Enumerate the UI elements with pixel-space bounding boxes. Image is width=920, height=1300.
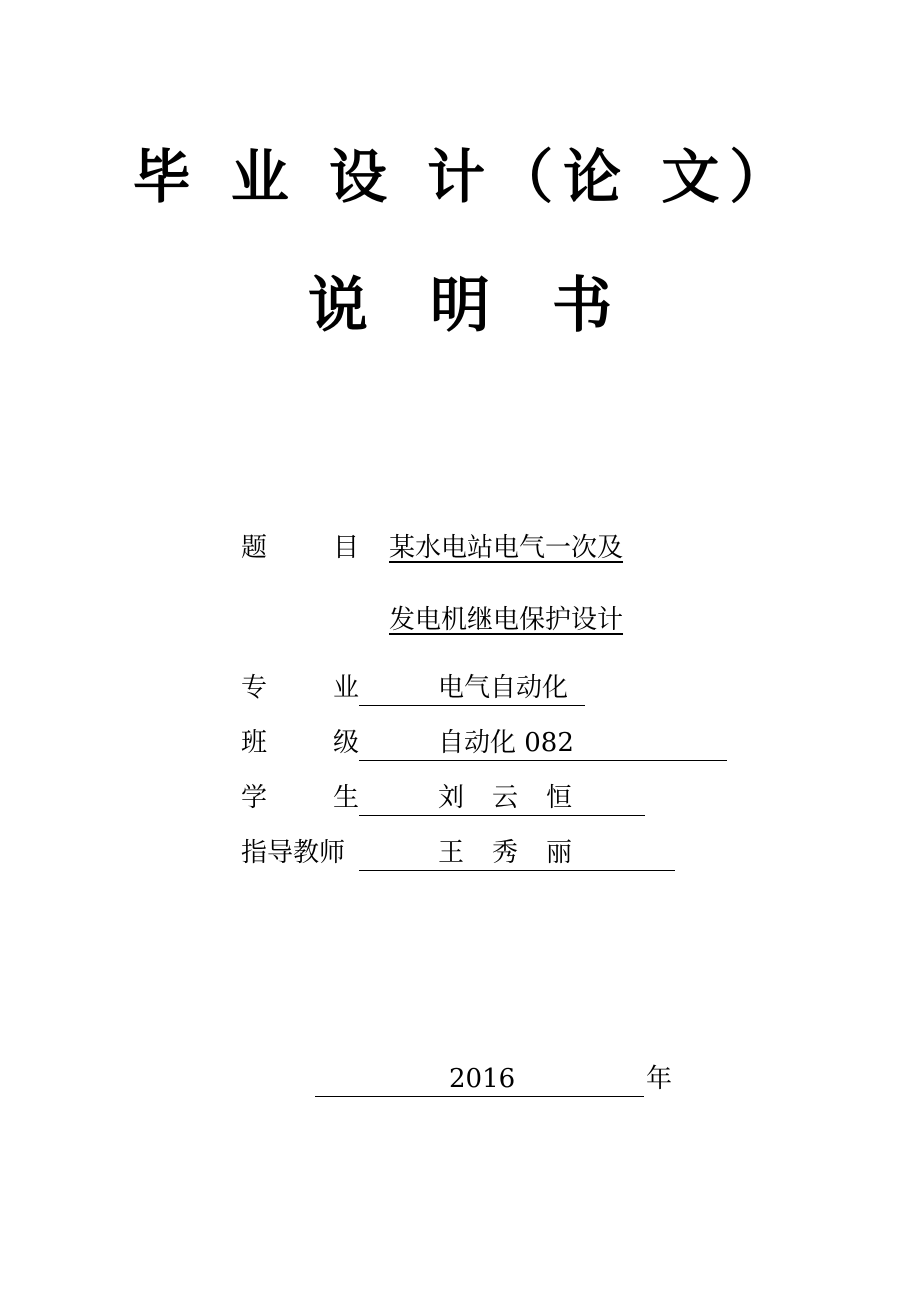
year-suffix: 年 bbox=[646, 1064, 673, 1094]
student-label-char-1: 学 bbox=[241, 783, 268, 813]
advisor-row bbox=[241, 835, 721, 871]
student-label-char-2: 生 bbox=[332, 783, 359, 813]
topic-label-char-2: 目 bbox=[332, 533, 359, 563]
student-label bbox=[241, 780, 359, 816]
major-label-char-2: 业 bbox=[332, 673, 359, 703]
class-row bbox=[241, 725, 741, 761]
document-title: 毕 业 设 计（论 文） bbox=[132, 143, 798, 211]
class-label-char-1: 班 bbox=[241, 728, 268, 758]
major-label-char-1: 专 bbox=[241, 673, 268, 703]
major-label bbox=[241, 670, 359, 706]
topic-value-line2: 发电机继电保护设计 bbox=[389, 605, 624, 635]
class-label-char-2: 级 bbox=[332, 728, 359, 758]
major-value: 电气自动化 bbox=[438, 673, 569, 703]
document-subtitle: 说明书 bbox=[308, 271, 674, 341]
major-row bbox=[241, 670, 721, 706]
topic-row bbox=[241, 530, 721, 566]
student-value: 刘云恒 bbox=[438, 783, 601, 813]
year-value: 2016 bbox=[449, 1064, 516, 1094]
advisor-value: 王秀丽 bbox=[438, 838, 601, 868]
topic-value-line1: 某水电站电气一次及 bbox=[389, 533, 624, 563]
topic-label-char-1: 题 bbox=[241, 533, 268, 563]
advisor-label: 指导教师 bbox=[241, 838, 346, 868]
student-row bbox=[241, 780, 721, 816]
topic-label bbox=[241, 530, 359, 566]
year-row bbox=[315, 1061, 715, 1097]
class-label bbox=[241, 725, 359, 761]
class-value: 自动化 082 bbox=[438, 728, 574, 758]
topic-row-continued bbox=[241, 602, 721, 638]
